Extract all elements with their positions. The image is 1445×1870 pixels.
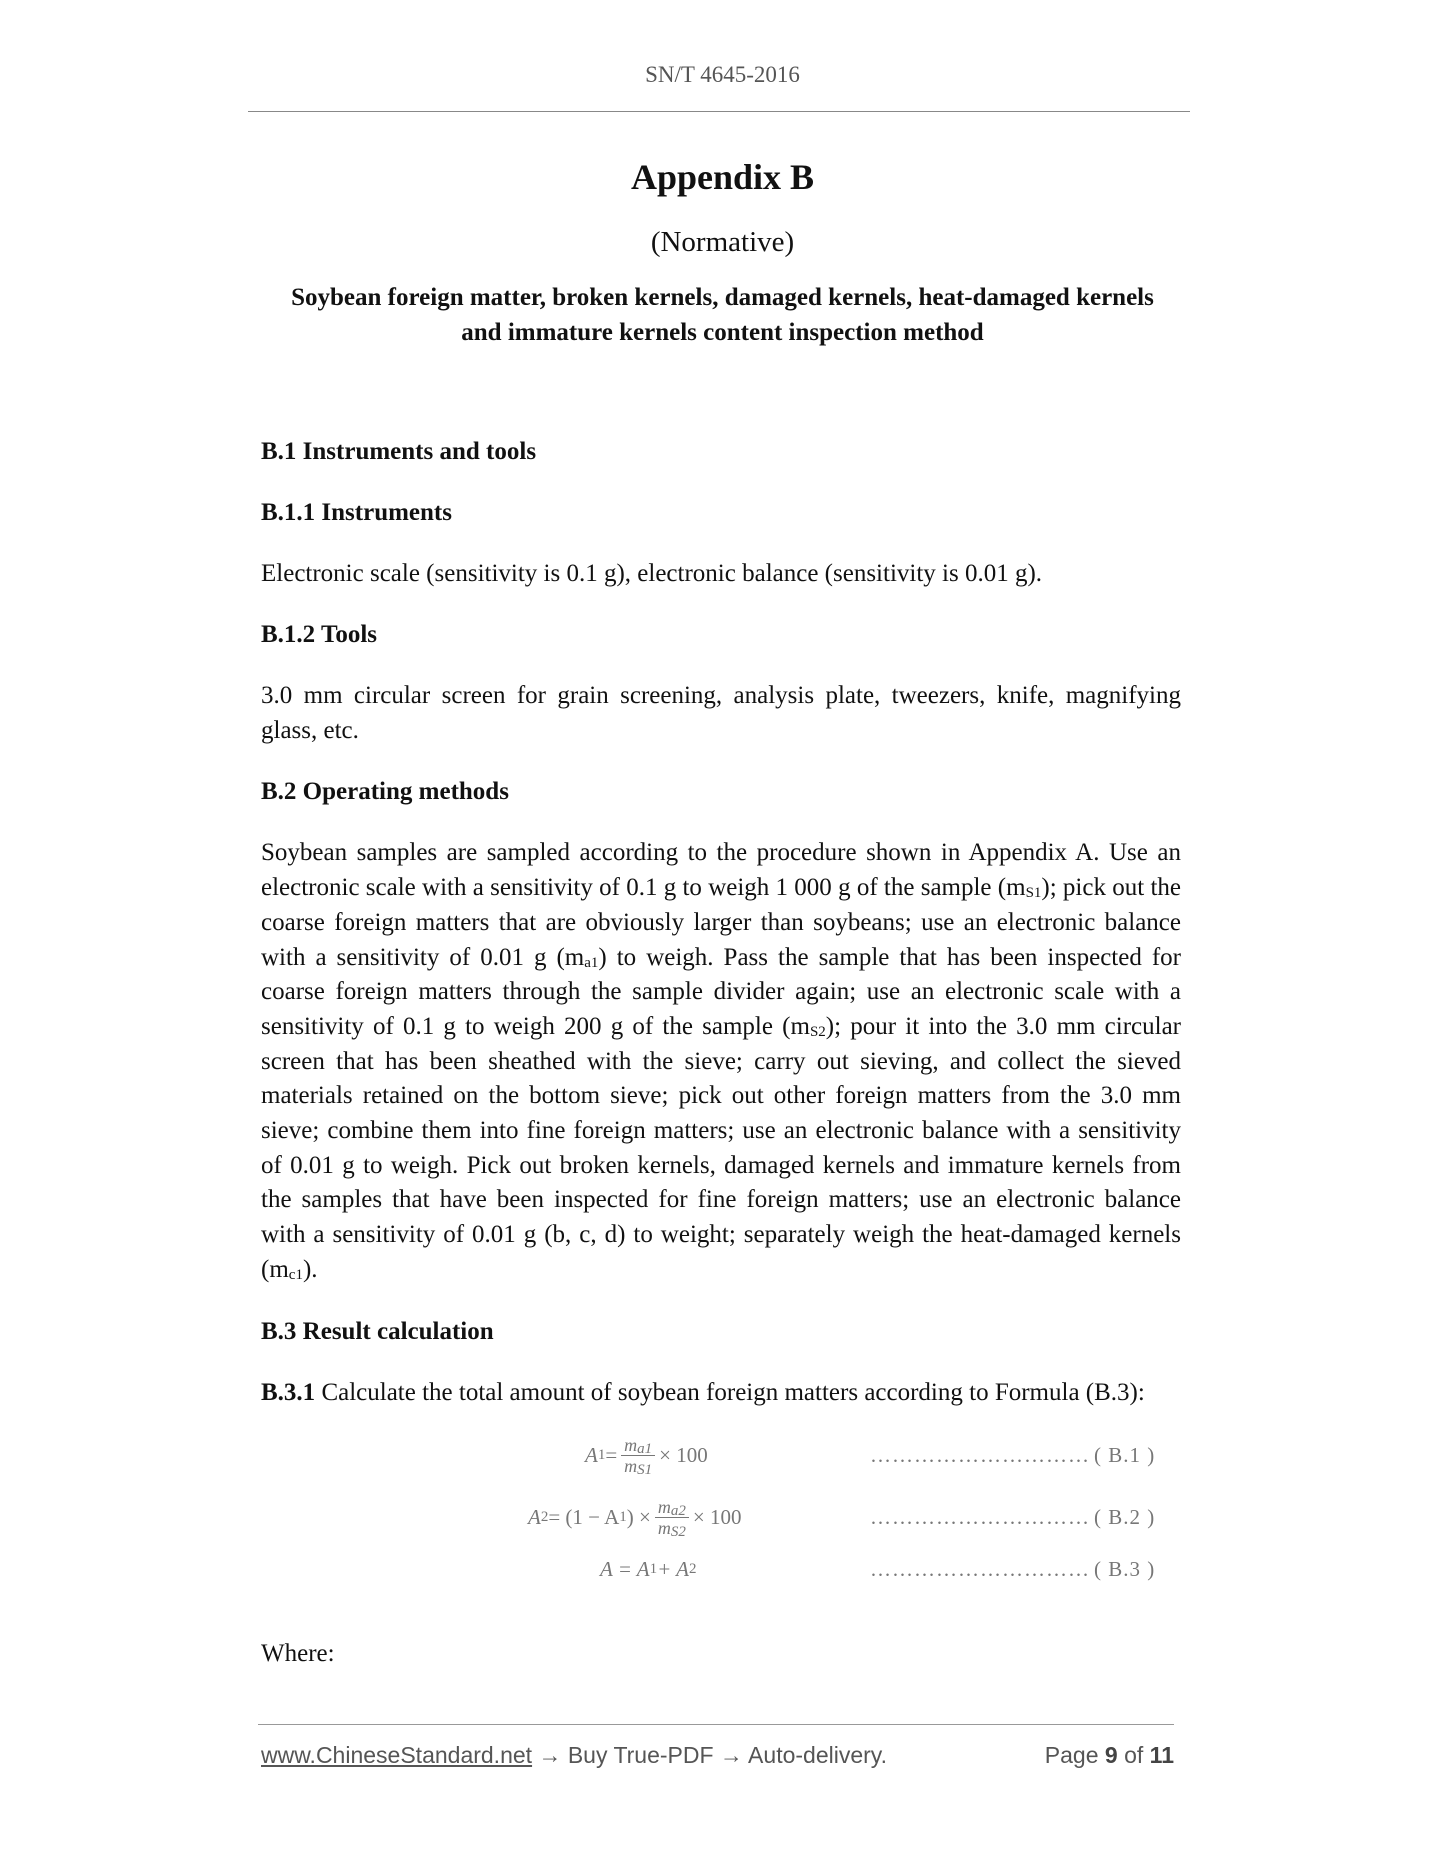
document-body — [261, 435, 1181, 1410]
clause-text: Calculate the total amount of soybean foreign matters according to Formula (B.3): — [315, 1378, 1145, 1406]
formula-leader — [870, 1544, 1155, 1594]
var: m — [624, 1455, 638, 1476]
fraction-numerator — [655, 1497, 689, 1518]
clause-label: B.3.1 — [261, 1378, 316, 1406]
appendix-heading: Soybean foreign matter, broken kernels, damaged kernels, heat-damaged kernels and immature kernels content inspection method — [291, 284, 1154, 346]
text-run: ) to weigh. Pass the sample that has been inspected for coarse foreign matters through the sample divider again; use an electronic scale with a sensitivity of 0.1 g to weigh 200 g of the sample (m — [261, 943, 1181, 1040]
formula-lhs: A — [528, 1504, 541, 1529]
formula-operator: = (1 − A — [548, 1504, 620, 1529]
leader-dots: ………………………… — [870, 1504, 1090, 1529]
text-run: Soybean samples are sampled according to the procedure shown in Appendix A. Use an electronic scale with a sensitivity of 0.1 g to weigh 1 000 g of the sample (m — [261, 839, 1181, 902]
subscript: S1 — [637, 1461, 653, 1478]
section-heading-b11: B.1.1 Instruments — [261, 499, 452, 526]
leader-dots: ………………………… — [870, 1442, 1090, 1467]
paragraph-operating-methods — [261, 836, 1181, 1287]
formula-number: ( B.2 ) — [1094, 1504, 1156, 1529]
var: m — [657, 1517, 671, 1538]
formula-text: A = A — [600, 1556, 650, 1581]
section-heading-b12: B.1.2 Tools — [261, 621, 378, 648]
page-footer — [261, 1742, 1174, 1769]
subscript: a2 — [670, 1502, 686, 1519]
formula-leader — [870, 1492, 1155, 1542]
fraction — [655, 1497, 689, 1538]
var: m — [624, 1434, 638, 1455]
subscript: S2 — [670, 1523, 686, 1540]
formula-b3 — [0, 1544, 1445, 1594]
formula-number: ( B.3 ) — [1094, 1556, 1156, 1581]
footer-tagline: → Buy True-PDF → Auto-delivery. — [532, 1742, 887, 1768]
formula-b2 — [0, 1492, 1445, 1542]
header-divider — [248, 111, 1190, 112]
formula-number: ( B.1 ) — [1094, 1442, 1156, 1467]
subscript: a1 — [584, 954, 599, 971]
leader-dots: ………………………… — [870, 1556, 1090, 1581]
formula-multiplier: × 100 — [659, 1442, 708, 1467]
subscript: a1 — [637, 1440, 653, 1457]
footer-left — [261, 1742, 887, 1768]
page-of: of — [1117, 1742, 1150, 1768]
subscript: S2 — [809, 1023, 826, 1040]
text-run: ). — [302, 1255, 318, 1283]
fraction — [621, 1435, 655, 1476]
appendix-title: Appendix B — [630, 157, 815, 197]
text-run: ); pick out the coarse foreign matters that are obviously larger than soybeans; use an electronic balance with a sensitivity of 0.01 g (m — [261, 874, 1181, 971]
section-heading-b1: B.1 Instruments and tools — [261, 438, 537, 465]
subscript: c1 — [288, 1266, 303, 1283]
var: m — [657, 1496, 671, 1517]
formula-multiplier: × 100 — [692, 1504, 742, 1529]
fraction-numerator — [621, 1435, 655, 1456]
formula-b1 — [0, 1430, 1445, 1480]
site-link[interactable]: www.ChineseStandard.net — [261, 1742, 533, 1768]
page-total: 11 — [1149, 1742, 1174, 1768]
section-heading-b2: B.2 Operating methods — [261, 778, 509, 806]
formula-expression: A 1 = $\frac{m_{a1}}{m_{S1}}$ × 100 — [585, 1434, 708, 1478]
formula-block — [0, 1430, 1445, 1600]
formula-expression: A 2 = (1 − A 1 ) × $\frac{m_{a2}}{m_{S2}}$ × 100 — [528, 1496, 742, 1540]
fraction-denominator — [655, 1518, 689, 1538]
appendix-type: (Normative) — [650, 226, 795, 258]
formula-leader — [870, 1430, 1155, 1480]
paragraph-instruments: Electronic scale (sensitivity is 0.1 g), electronic balance (sensitivity is 0.01 g). — [261, 560, 1043, 587]
page-prefix: Page — [1044, 1742, 1105, 1768]
fraction-denominator — [621, 1456, 655, 1476]
paragraph-b31 — [261, 1376, 1181, 1410]
page-number: 9 — [1104, 1742, 1118, 1768]
formula-operator: = — [605, 1442, 618, 1467]
formula-expression: A = A 1 + A 2 — [600, 1556, 697, 1581]
page-indicator — [1045, 1742, 1174, 1769]
text-run: ); pour it into the 3.0 mm circular screen that has been sheathed with the sieve; carry out sieving, and collect the sieved materials retained on the bottom sieve; pick out other foreign matters from the 3.0 mm sieve; combine them into fine foreign matters; use an electronic balance with a sensitivity of 0.01 g to weigh. Pick out broken kernels, damaged kernels and immature kernels from the samples that have been inspected for fine foreign matters; use an electronic balance with a sensitivity of 0.01 g (b, c, d) to weight; separately weigh the heat-damaged kernels (m — [261, 1012, 1181, 1283]
subscript: S1 — [1025, 885, 1042, 902]
where-label: Where: — [261, 1640, 335, 1667]
formula-operator: ) × — [626, 1504, 651, 1529]
footer-divider — [258, 1724, 1174, 1725]
standard-code-header: SN/T 4645-2016 — [645, 62, 800, 87]
paragraph-tools: 3.0 mm circular screen for grain screening, analysis plate, tweezers, knife, magnifying glass, etc. — [261, 682, 1181, 744]
formula-text: + A — [657, 1556, 689, 1581]
formula-lhs: A — [585, 1442, 598, 1467]
section-heading-b3: B.3 Result calculation — [261, 1317, 494, 1345]
